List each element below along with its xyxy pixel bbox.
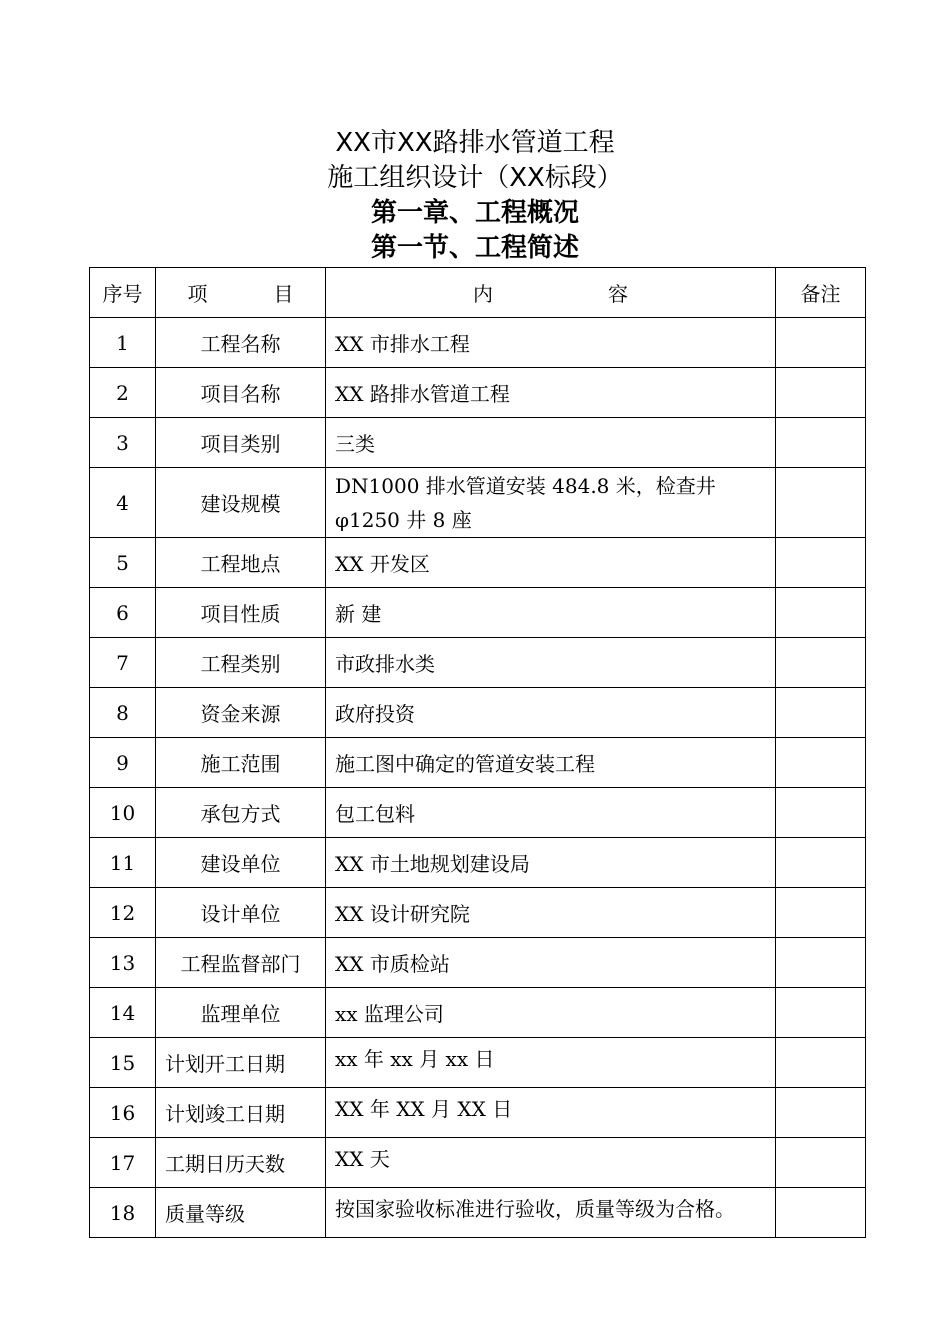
row-item: 建设规模 bbox=[156, 468, 326, 538]
row-item: 工程监督部门 bbox=[156, 938, 326, 988]
row-content: 三类 bbox=[326, 418, 776, 468]
row-item: 计划竣工日期 bbox=[156, 1088, 326, 1138]
row-item: 承包方式 bbox=[156, 788, 326, 838]
header-item-char-b: 目 bbox=[273, 282, 294, 306]
row-content: xx 监理公司 bbox=[326, 988, 776, 1038]
row-item: 计划开工日期 bbox=[156, 1038, 326, 1088]
table-row bbox=[90, 538, 866, 588]
row-item: 监理单位 bbox=[156, 988, 326, 1038]
row-remark bbox=[776, 838, 866, 888]
row-content: 市政排水类 bbox=[326, 638, 776, 688]
table-row bbox=[90, 318, 866, 368]
row-number: 4 bbox=[90, 468, 156, 538]
row-content: XX 市质检站 bbox=[326, 938, 776, 988]
row-content: DN1000 排水管道安装 484.8 米，检查井 φ1250 井 8 座 bbox=[326, 468, 776, 538]
row-content: xx 年 xx 月 xx 日 bbox=[326, 1038, 776, 1088]
table-row bbox=[90, 368, 866, 418]
row-number: 13 bbox=[90, 938, 156, 988]
row-item: 建设单位 bbox=[156, 838, 326, 888]
header-content bbox=[326, 268, 776, 318]
section-heading: 第一节、工程简述 bbox=[370, 233, 579, 263]
row-content: 政府投资 bbox=[326, 688, 776, 738]
table-row bbox=[90, 1138, 866, 1188]
row-content: XX 天 bbox=[326, 1138, 776, 1188]
row-item: 工期日历天数 bbox=[156, 1138, 326, 1188]
row-remark bbox=[776, 738, 866, 788]
row-number: 15 bbox=[90, 1038, 156, 1088]
table-row bbox=[90, 788, 866, 838]
table-row bbox=[90, 838, 866, 888]
table-row bbox=[90, 1038, 866, 1088]
row-remark bbox=[776, 638, 866, 688]
table-row bbox=[90, 988, 866, 1038]
row-number: 18 bbox=[90, 1188, 156, 1238]
document-title-block bbox=[0, 126, 950, 266]
row-content: XX 年 XX 月 XX 日 bbox=[326, 1088, 776, 1138]
row-item: 工程名称 bbox=[156, 318, 326, 368]
row-number: 9 bbox=[90, 738, 156, 788]
table-row bbox=[90, 588, 866, 638]
row-item: 工程类别 bbox=[156, 638, 326, 688]
header-content-char-b: 容 bbox=[608, 282, 628, 306]
row-content: XX 设计研究院 bbox=[326, 888, 776, 938]
row-remark bbox=[776, 1188, 866, 1238]
row-item: 项目类别 bbox=[156, 418, 326, 468]
table-header-row bbox=[90, 268, 866, 318]
row-number: 16 bbox=[90, 1088, 156, 1138]
table-row bbox=[90, 638, 866, 688]
row-content: XX 市土地规划建设局 bbox=[326, 838, 776, 888]
row-remark bbox=[776, 688, 866, 738]
table-row bbox=[90, 688, 866, 738]
row-number: 11 bbox=[90, 838, 156, 888]
row-item: 项目名称 bbox=[156, 368, 326, 418]
table-row bbox=[90, 418, 866, 468]
row-remark bbox=[776, 1038, 866, 1088]
row-remark bbox=[776, 1138, 866, 1188]
row-item: 施工范围 bbox=[156, 738, 326, 788]
row-number: 5 bbox=[90, 538, 156, 588]
row-remark bbox=[776, 988, 866, 1038]
row-content: 包工包料 bbox=[326, 788, 776, 838]
header-item bbox=[156, 268, 326, 318]
row-remark bbox=[776, 588, 866, 638]
table-row bbox=[90, 938, 866, 988]
row-content: XX 开发区 bbox=[326, 538, 776, 588]
row-number: 1 bbox=[90, 318, 156, 368]
header-remark: 备注 bbox=[776, 268, 866, 318]
table-row bbox=[90, 888, 866, 938]
row-content: XX 路排水管道工程 bbox=[326, 368, 776, 418]
row-item: 工程地点 bbox=[156, 538, 326, 588]
row-item: 项目性质 bbox=[156, 588, 326, 638]
row-number: 3 bbox=[90, 418, 156, 468]
table-row bbox=[90, 1088, 866, 1138]
row-number: 17 bbox=[90, 1138, 156, 1188]
row-remark bbox=[776, 318, 866, 368]
row-content: 新 建 bbox=[326, 588, 776, 638]
row-number: 6 bbox=[90, 588, 156, 638]
row-remark bbox=[776, 788, 866, 838]
row-number: 10 bbox=[90, 788, 156, 838]
row-number: 2 bbox=[90, 368, 156, 418]
row-remark bbox=[776, 938, 866, 988]
document-subtitle: 施工组织设计（XX标段） bbox=[327, 163, 623, 193]
row-remark bbox=[776, 368, 866, 418]
table-row bbox=[90, 468, 866, 538]
row-remark bbox=[776, 538, 866, 588]
table-row bbox=[90, 1188, 866, 1238]
row-remark bbox=[776, 468, 866, 538]
project-overview-table bbox=[89, 267, 866, 1238]
project-title: XX市XX路排水管道工程 bbox=[335, 128, 615, 158]
row-remark bbox=[776, 888, 866, 938]
row-remark bbox=[776, 418, 866, 468]
row-number: 8 bbox=[90, 688, 156, 738]
row-content: 施工图中确定的管道安装工程 bbox=[326, 738, 776, 788]
row-content: 按国家验收标准进行验收，质量等级为合格。 bbox=[326, 1188, 776, 1238]
row-remark bbox=[776, 1088, 866, 1138]
table-row bbox=[90, 738, 866, 788]
row-number: 7 bbox=[90, 638, 156, 688]
header-no: 序号 bbox=[90, 268, 156, 318]
row-item: 设计单位 bbox=[156, 888, 326, 938]
header-content-char-a: 内 bbox=[473, 282, 493, 306]
row-item: 质量等级 bbox=[156, 1188, 326, 1238]
chapter-heading: 第一章、工程概况 bbox=[370, 198, 579, 228]
row-number: 12 bbox=[90, 888, 156, 938]
row-number: 14 bbox=[90, 988, 156, 1038]
row-item: 资金来源 bbox=[156, 688, 326, 738]
row-content: XX 市排水工程 bbox=[326, 318, 776, 368]
header-item-char-a: 项 bbox=[187, 282, 208, 306]
